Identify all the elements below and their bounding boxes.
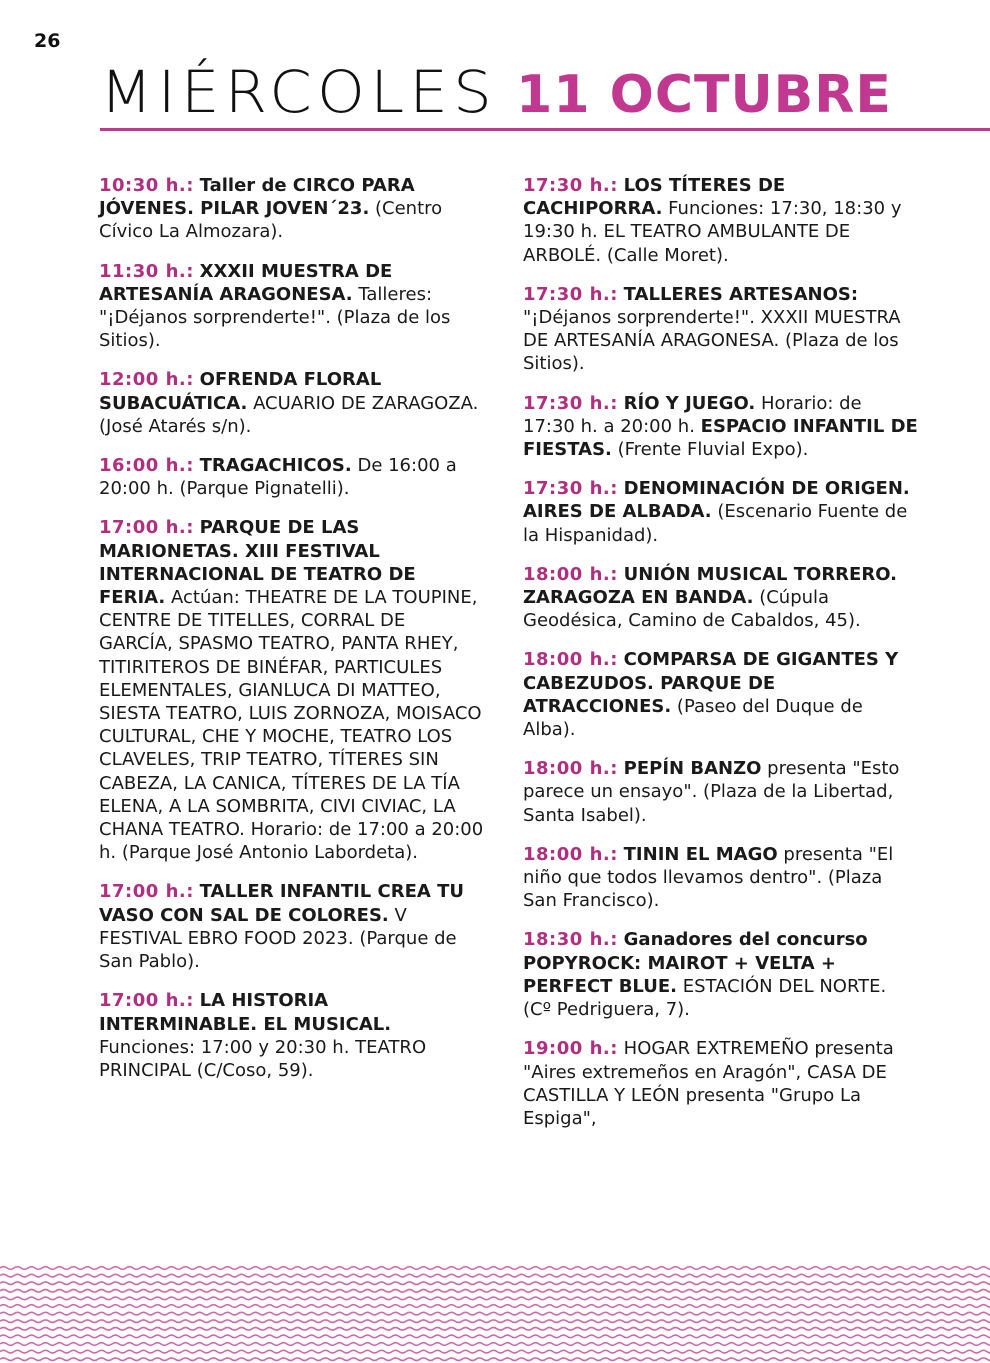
event-title: Ganadores del concurso POPYROCK: MAIROT + VELTA + PERFECT BLUE. xyxy=(523,929,868,997)
page-number: 26 xyxy=(34,30,61,52)
event-item xyxy=(99,454,484,500)
event-item xyxy=(523,392,918,462)
event-title: PARQUE DE LAS MARIONETAS. XIII FESTIVAL INTERNACIONAL DE TEATRO DE FERIA. xyxy=(99,517,416,609)
wave-line xyxy=(0,1350,990,1353)
event-description: ACUARIO DE ZARAGOZA. (José Atarés s/n). xyxy=(99,392,479,437)
event-item xyxy=(523,648,918,741)
event-item xyxy=(523,174,918,267)
event-description: presenta "Esto parece un ensayo". (Plaza de la Libertad, Santa Isabel). xyxy=(523,758,900,826)
event-item xyxy=(99,989,484,1082)
event-time: 10:30 h.: xyxy=(99,175,194,196)
event-description: Funciones: 17:30, 18:30 y 19:30 h. EL TEATRO AMBULANTE DE ARBOLÉ. (Calle Moret). xyxy=(523,198,902,266)
event-time: 11:30 h.: xyxy=(99,260,194,282)
event-title: XXXII MUESTRA DE ARTESANÍA ARAGONESA. xyxy=(99,260,393,305)
wave-line xyxy=(0,1305,990,1308)
event-description: presenta "El niño que todos llevamos dentro". (Plaza San Francisco). xyxy=(523,843,894,912)
left-column xyxy=(99,174,484,1098)
event-title: TALLER INFANTIL CREA TU VASO CON SAL DE COLORES. xyxy=(99,881,464,926)
event-description: V FESTIVAL EBRO FOOD 2023. (Parque de San Pablo). xyxy=(99,904,457,973)
wave-line xyxy=(0,1282,990,1285)
event-description: ESTACIÓN DEL NORTE. (Cº Pedriguera, 7). xyxy=(523,975,887,1021)
event-time: 16:00 h.: xyxy=(99,455,194,477)
wave-line xyxy=(0,1320,990,1323)
event-description: (Centro Cívico La Almozara). xyxy=(99,198,443,243)
event-time: 18:00 h.: xyxy=(523,649,618,671)
wave-line xyxy=(0,1312,990,1315)
event-item xyxy=(523,928,918,1021)
event-title: LA HISTORIA INTERMINABLE. EL MUSICAL. xyxy=(99,990,392,1035)
event-title: DENOMINACIÓN DE ORIGEN. AIRES DE ALBADA. xyxy=(523,478,910,523)
wave-line xyxy=(0,1267,990,1270)
event-description: Horario: de 17:30 h. a 20:00 h. xyxy=(523,392,862,437)
event-description: De 16:00 a 20:00 h. (Parque Pignatelli). xyxy=(99,455,457,500)
event-item xyxy=(523,283,918,376)
event-time: 18:30 h.: xyxy=(523,929,618,951)
event-title: TININ EL MAGO xyxy=(623,843,778,865)
date-heading: 11 OCTUBRE xyxy=(516,65,892,125)
event-time: 18:00 h.: xyxy=(523,563,618,585)
event-venue-title: ESPACIO INFANTIL DE FIESTAS. xyxy=(523,415,918,461)
day-heading: MIÉRCOLES xyxy=(100,58,498,126)
event-item xyxy=(523,477,918,547)
event-location: (Frente Fluvial Expo). xyxy=(617,439,809,461)
event-time: 12:00 h.: xyxy=(99,369,194,391)
event-time: 18:00 h.: xyxy=(523,843,618,865)
event-description: "¡Déjanos sorprenderte!". XXXII MUESTRA DE ARTESANÍA ARAGONESA. (Plaza de los Sitios). xyxy=(523,307,901,375)
wave-line xyxy=(0,1343,990,1346)
event-time: 17:00 h.: xyxy=(99,881,194,903)
event-item xyxy=(523,843,918,913)
event-item xyxy=(99,368,484,438)
event-time: 17:00 h.: xyxy=(99,990,194,1012)
event-description: Funciones: 17:00 y 20:30 h. TEATRO PRINCIPAL (C/Coso, 59). xyxy=(99,1036,427,1081)
event-description: HOGAR EXTREMEÑO presenta "Aires extremeños en Aragón", CASA DE CASTILLA Y LEÓN presenta "Grupo La Espiga", xyxy=(523,1038,894,1129)
event-item xyxy=(99,260,484,353)
wave-line xyxy=(0,1335,990,1338)
page-header xyxy=(100,58,990,130)
event-time: 17:30 h.: xyxy=(523,175,618,196)
event-title: RÍO Y JUEGO. xyxy=(623,392,756,414)
event-title: Taller de CIRCO PARA JÓVENES. PILAR JOVEN´23. xyxy=(99,175,415,220)
event-title: COMPARSA DE GIGANTES Y CABEZUDOS. PARQUE DE ATRACCIONES. xyxy=(523,649,899,717)
event-item xyxy=(99,516,484,864)
event-description: Actúan: THEATRE DE LA TOUPINE, CENTRE DE TITELLES, CORRAL DE GARCÍA, SPASMO TEATRO, PANTA RHEY, TITIRITEROS DE BINÉFAR, PARTICULES ELEMENTALES, GIANLUCA DI MATTEO, SIESTA TEATRO, LUIS ZORNOZA, MOISACO CULTURAL, CHE Y MOCHE, TEATRO LOS CLAVELES, TRIP TEATRO, TÍTERES SIN CABEZA, LA CANICA, TÍTERES DE LA TÍA ELENA, A LA SOMBRITA, CIVI CIVIAC, LA CHANA TEATRO. Horario: de 17:00 a 20:00 h. (Parque José Antonio Labordeta). xyxy=(99,587,484,864)
event-title: TALLERES ARTESANOS: xyxy=(623,283,859,305)
wave-pattern-decoration xyxy=(0,1262,990,1363)
event-title: UNIÓN MUSICAL TORRERO. ZARAGOZA EN BANDA. xyxy=(523,563,897,609)
wave-line xyxy=(0,1274,990,1277)
event-time: 17:00 h.: xyxy=(99,517,194,539)
event-item xyxy=(523,1037,918,1130)
right-column xyxy=(523,174,918,1146)
event-item xyxy=(523,563,918,633)
event-title: OFRENDA FLORAL SUBACUÁTICA. xyxy=(99,369,382,414)
event-time: 17:30 h.: xyxy=(523,478,618,500)
wave-line xyxy=(0,1358,990,1361)
event-description: (Cúpula Geodésica, Camino de Cabaldos, 45). xyxy=(523,587,861,632)
header-rule xyxy=(100,128,990,131)
event-time: 18:00 h.: xyxy=(523,758,618,780)
event-title: TRAGACHICOS. xyxy=(199,455,352,477)
wave-line xyxy=(0,1297,990,1300)
event-item xyxy=(523,757,918,827)
event-item xyxy=(99,174,484,244)
event-time: 17:30 h.: xyxy=(523,283,618,305)
event-time: 17:30 h.: xyxy=(523,392,618,414)
event-time: 19:00 h.: xyxy=(523,1038,618,1060)
event-description: Talleres: "¡Déjanos sorprenderte!". (Plaza de los Sitios). xyxy=(99,283,451,352)
event-title: PEPÍN BANZO xyxy=(623,758,762,780)
event-title: LOS TÍTERES DE CACHIPORRA. xyxy=(523,175,786,220)
event-item xyxy=(99,880,484,973)
event-description: (Escenario Fuente de la Hispanidad). xyxy=(523,501,908,546)
event-description: (Paseo del Duque de Alba). xyxy=(523,695,863,741)
wave-line xyxy=(0,1328,990,1331)
wave-line xyxy=(0,1290,990,1293)
